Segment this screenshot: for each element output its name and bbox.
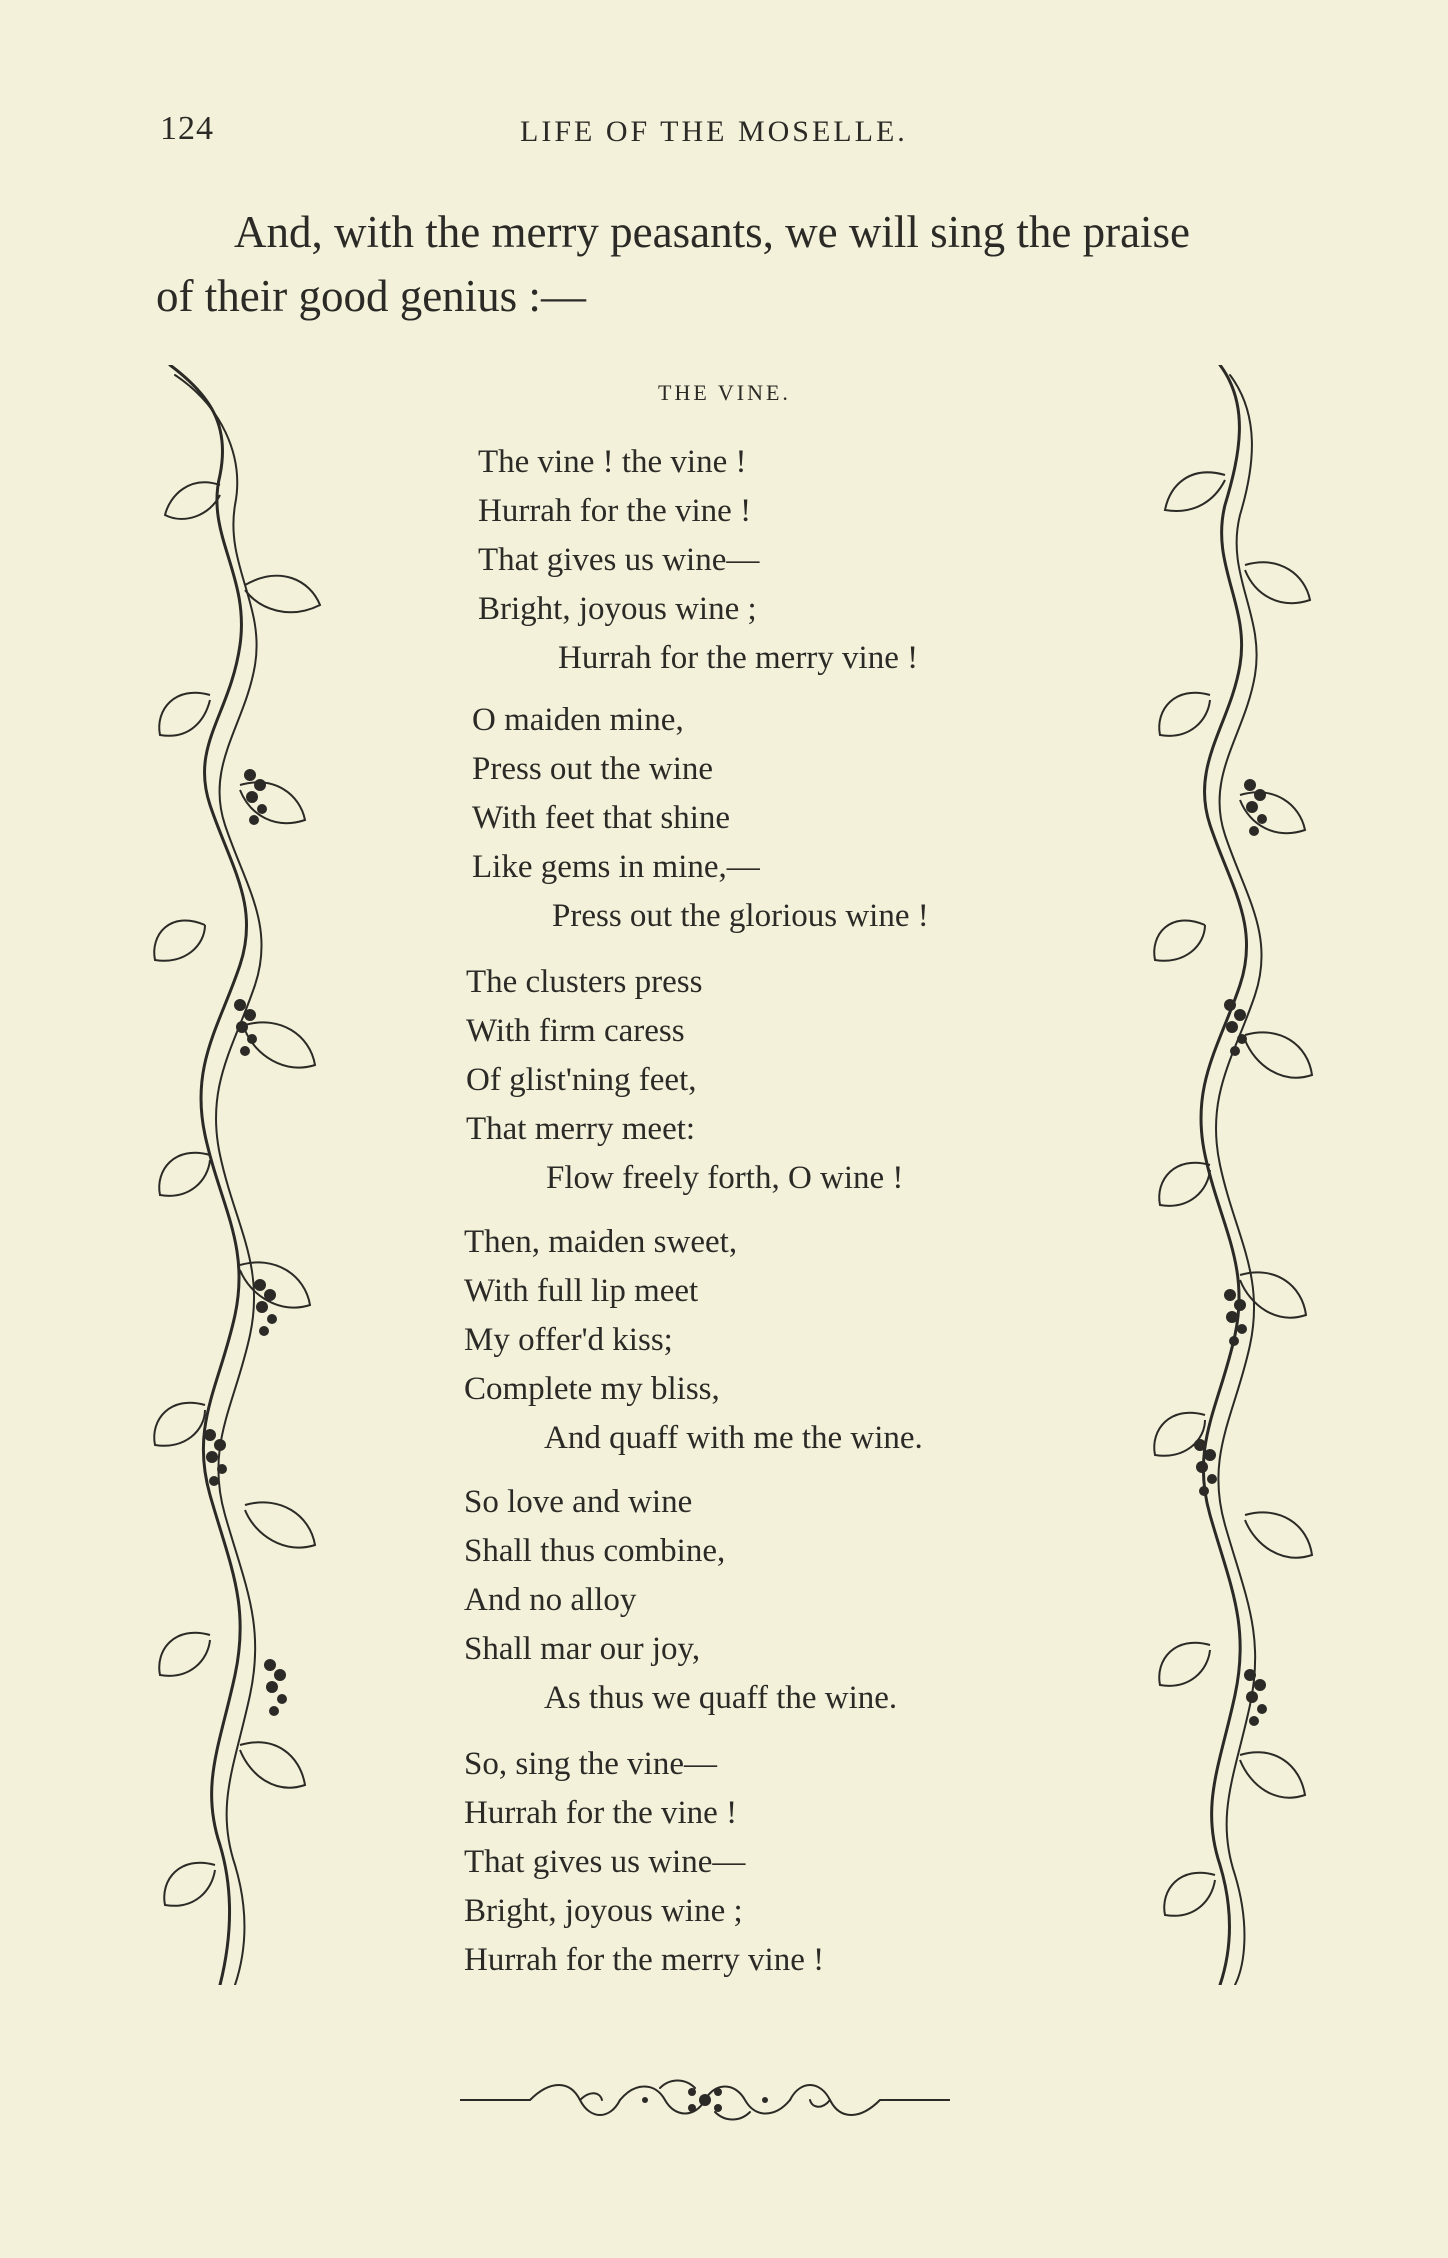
poem-stanza — [464, 1478, 897, 1723]
poem-line: Complete my bliss, — [464, 1371, 720, 1407]
poem-line: That gives us wine— — [478, 542, 760, 578]
page-number: 124 — [160, 110, 214, 147]
poem-line: And no alloy — [464, 1582, 637, 1618]
poem-line: Like gems in mine,— — [472, 849, 760, 885]
left-vine-ornament — [150, 365, 340, 1985]
poem-line: Then, maiden sweet, — [464, 1224, 738, 1260]
poem-line: So, sing the vine— — [464, 1746, 717, 1782]
flourish-icon — [460, 2070, 950, 2130]
poem-line: With full lip meet — [464, 1273, 699, 1309]
tailpiece-ornament — [460, 2070, 950, 2135]
vine-icon — [150, 365, 340, 1985]
poem-line: And quaff with me the wine. — [544, 1420, 923, 1456]
poem-stanza — [478, 438, 918, 683]
intro-line: And, with the merry peasants, we will sing the praise — [234, 207, 1191, 257]
poem-line: My offer'd kiss; — [464, 1322, 673, 1358]
poem-line: Bright, joyous wine ; — [464, 1893, 743, 1929]
poem-stanza — [464, 1218, 923, 1463]
poem-line: The clusters press — [466, 964, 703, 1000]
poem-line: Hurrah for the merry vine ! — [464, 1942, 825, 1978]
right-vine-ornament — [1130, 365, 1320, 1985]
poem-line: So love and wine — [464, 1484, 693, 1520]
poem-line: O maiden mine, — [472, 702, 684, 738]
poem-line: Shall mar our joy, — [464, 1631, 701, 1667]
poem-line: Shall thus combine, — [464, 1533, 726, 1569]
poem-stanza — [466, 958, 903, 1203]
running-title: LIFE OF THE MOSELLE. — [520, 115, 908, 148]
poem-stanza — [464, 1740, 824, 1985]
poem-line: With feet that shine — [472, 800, 731, 836]
poem-stanza — [472, 696, 929, 941]
poem-line: Flow freely forth, O wine ! — [546, 1160, 904, 1196]
poem-line: The vine ! the vine ! — [478, 444, 747, 480]
vine-icon — [1130, 365, 1320, 1985]
poem-line: Of glist'ning feet, — [466, 1062, 697, 1098]
poem-line: Press out the wine — [472, 751, 714, 787]
intro-paragraph — [156, 200, 1326, 328]
poem-line: That gives us wine— — [464, 1844, 746, 1880]
intro-line: of their good genius :— — [156, 271, 586, 321]
poem-line: With firm caress — [466, 1013, 685, 1049]
poem-title: THE VINE. — [658, 380, 791, 405]
poem-line: Press out the glorious wine ! — [552, 898, 929, 934]
poem-line: Hurrah for the merry vine ! — [558, 640, 919, 676]
poem-line: Hurrah for the vine ! — [464, 1795, 738, 1831]
poem-line: Bright, joyous wine ; — [478, 591, 757, 627]
poem-line: As thus we quaff the wine. — [544, 1680, 898, 1716]
poem-line: That merry meet: — [466, 1111, 696, 1147]
poem-line: Hurrah for the vine ! — [478, 493, 752, 529]
